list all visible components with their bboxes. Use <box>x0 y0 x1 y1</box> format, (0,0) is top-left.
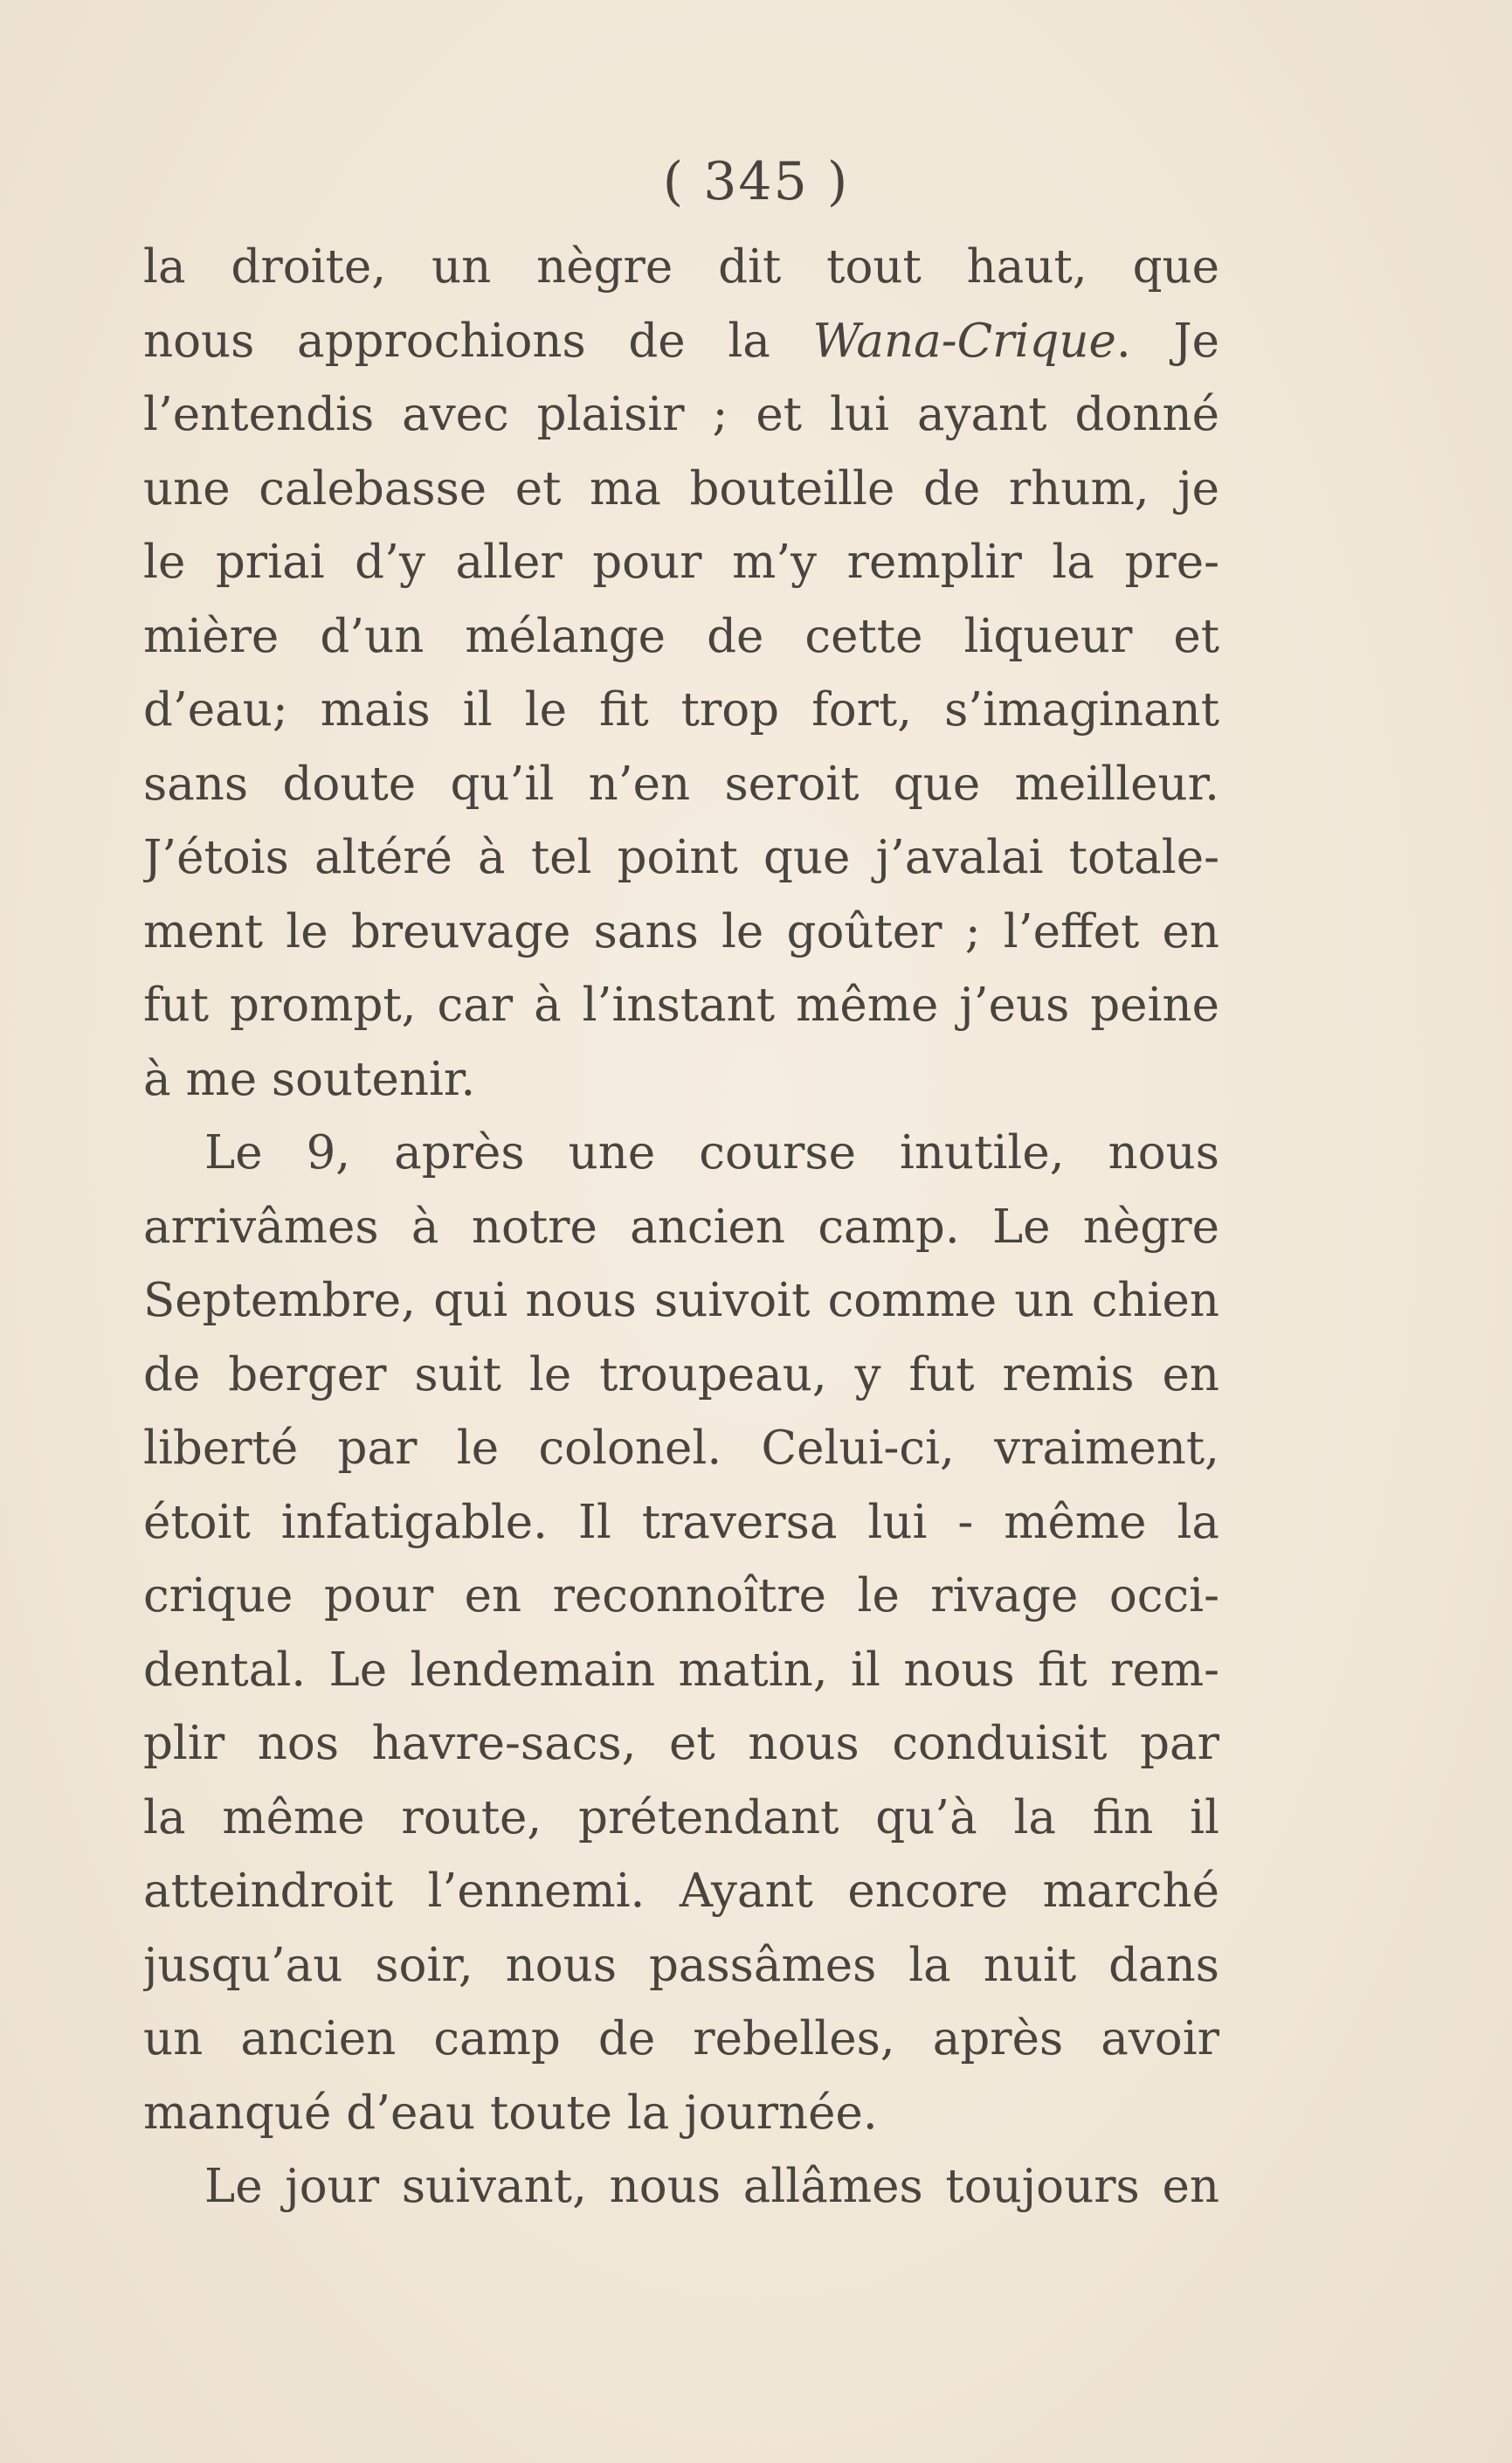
text-line: atteindroit l’ennemi. Ayant encore marché <box>143 1865 1219 1918</box>
text-line: la même route, prétendant qu’à la fin il <box>143 1790 1219 1844</box>
page-number: ( 345 ) <box>662 151 850 212</box>
text-segment: nous approchions de la <box>143 314 813 368</box>
text-line: dental. Le lendemain matin, il nous fit rem- <box>143 1643 1219 1697</box>
text-line: l’entendis avec plaisir ; et lui ayant donné <box>143 388 1219 441</box>
body-text <box>143 231 1219 2224</box>
text-segment: . Je <box>1115 314 1219 368</box>
text-line: liberté par le colonel. Celui-ci, vraiment, <box>143 1422 1219 1475</box>
text-line: de berger suit le troupeau, y fut remis en <box>143 1347 1219 1401</box>
text-line: le priai d’y aller pour m’y remplir la pre- <box>143 536 1219 589</box>
text-line: jusqu’au soir, nous passâmes la nuit dans <box>143 1938 1219 1992</box>
text-line: une calebasse et ma bouteille de rhum, je <box>143 461 1219 515</box>
text-line: manqué d’eau toute la journée. <box>143 2086 878 2140</box>
text-line: Le jour suivant, nous allâmes toujours en <box>204 2160 1219 2213</box>
text-line: à me soutenir. <box>143 1052 476 1106</box>
text-line: d’eau; mais il le fit trop fort, s’imaginant <box>143 683 1219 737</box>
text-line: étoit infatigable. Il traversa lui - même la <box>143 1495 1219 1549</box>
text-line: fut prompt, car à l’instant même j’eus peine <box>143 979 1219 1032</box>
text-line: la droite, un nègre dit tout haut, que <box>143 240 1219 294</box>
text-line: un ancien camp de rebelles, après avoir <box>143 2012 1219 2065</box>
text-line: Septembre, qui nous suivoit comme un chien <box>143 1274 1219 1327</box>
italic-place-name: Wana-Crique <box>812 314 1116 368</box>
text-line: Le 9, après une course inutile, nous <box>204 1126 1219 1180</box>
text-line: ment le breuvage sans le goûter ; l’effet en <box>143 904 1219 958</box>
text-line: crique pour en reconnoître le rivage occi- <box>143 1569 1219 1622</box>
text-line: J’étois altéré à tel point que j’avalai totale- <box>143 831 1219 884</box>
text-line: plir nos havre-sacs, et nous conduisit par <box>143 1717 1219 1770</box>
text-line: sans doute qu’il n’en seroit que meilleur. <box>143 757 1219 811</box>
text-line: mière d’un mélange de cette liqueur et <box>143 609 1219 663</box>
text-line: arrivâmes à notre ancien camp. Le nègre <box>143 1200 1219 1254</box>
text-line <box>143 305 1219 379</box>
